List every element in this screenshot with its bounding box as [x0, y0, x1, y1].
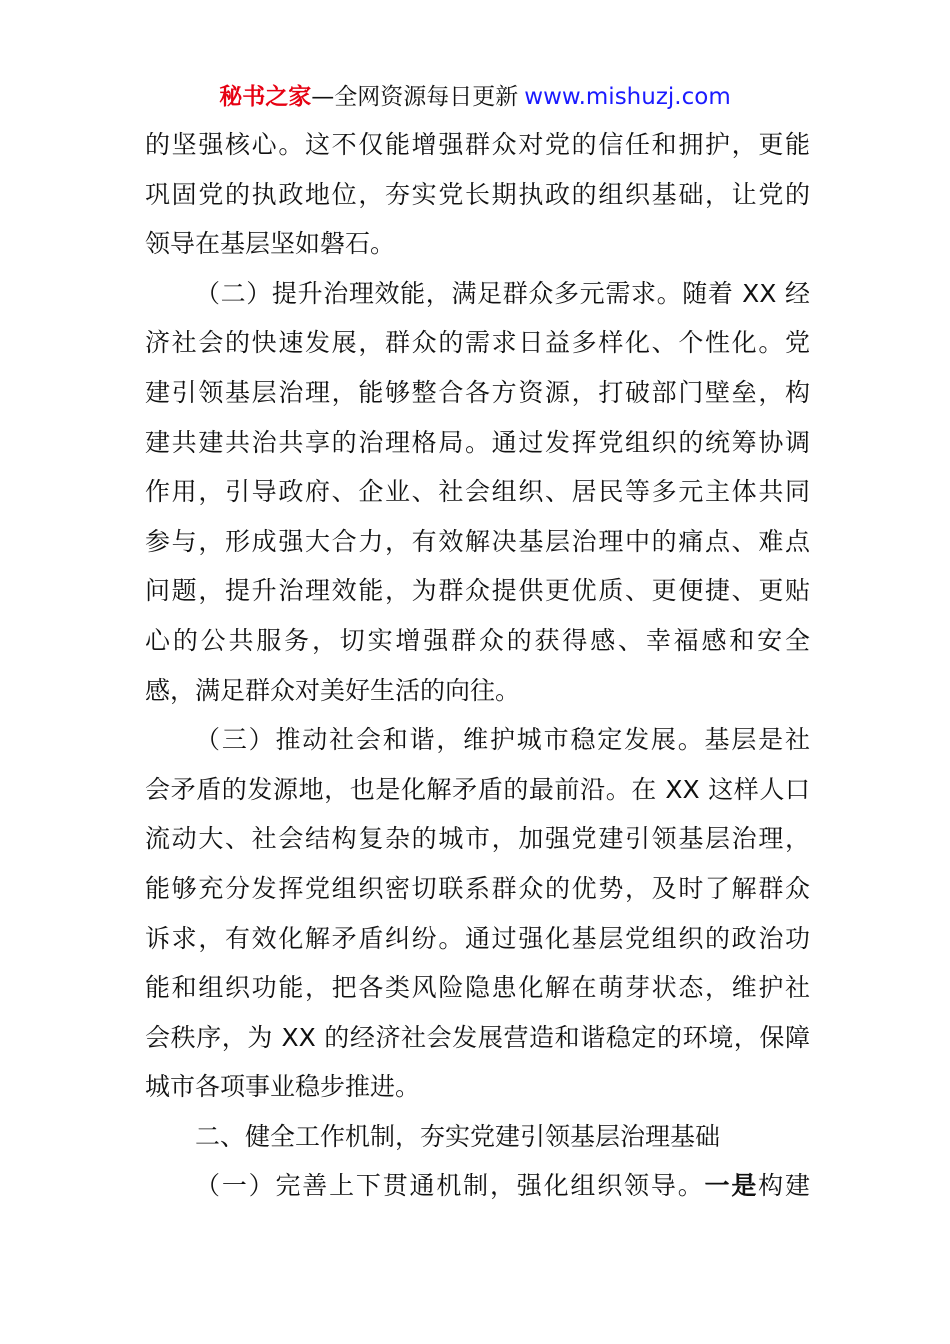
text-line: 城市各项事业稳步推进。: [145, 1072, 421, 1102]
text-line: 感，满足群众对美好生活的向往。: [145, 675, 521, 705]
text-line: 作用，引导政府、企业、社会组织、居民等多元主体共同: [145, 477, 810, 507]
text-line: 心的公共服务，切实增强群众的获得感、幸福感和安全: [145, 625, 810, 655]
paragraph-heading: [145, 1161, 810, 1211]
text-line: 问题，提升治理效能，为群众提供更优质、更便捷、更贴: [145, 576, 810, 606]
text-fragment: 构建: [758, 1171, 810, 1201]
text-line: 建共建共治共享的治理格局。通过发挥党组织的统筹协调: [145, 427, 810, 457]
document-body: [145, 120, 810, 1211]
site-tagline: —全网资源每日更新: [311, 84, 519, 110]
emphasis-text: 一是: [704, 1171, 759, 1201]
text-line: 能够充分发挥党组织密切联系群众的优势，及时了解群众: [145, 873, 810, 903]
text-line: 济社会的快速发展，群众的需求日益多样化、个性化。党: [145, 328, 810, 358]
site-brand: 秘书之家: [219, 84, 312, 110]
paragraph-heading: （二）提升治理效能，满足群众多元需求。随着 XX 经: [195, 278, 810, 308]
paragraph-heading: （三）推动社会和谐，维护城市稳定发展。基层是社: [195, 725, 810, 755]
text-line: 流动大、社会结构复杂的城市，加强党建引领基层治理，: [145, 824, 810, 854]
text-line: 的坚强核心。这不仅能增强群众对党的信任和拥护，更能: [145, 130, 810, 159]
text-line: 建引领基层治理，能够整合各方资源，打破部门壁垒，构: [145, 377, 810, 407]
text-line: 会矛盾的发源地，也是化解矛盾的最前沿。在 XX 这样人口: [145, 774, 810, 804]
text-line: 巩固党的执政地位，夯实党长期执政的组织基础，让党的: [145, 179, 810, 209]
subsection-title: （一）完善上下贯通机制，强化组织领导。: [195, 1171, 705, 1201]
site-url-link[interactable]: www.mishuzj.com: [524, 84, 731, 110]
text-line: 能和组织功能，把各类风险隐患化解在萌芽状态，维护社: [145, 973, 810, 1003]
text-line: 参与，形成强大合力，有效解决基层治理中的痛点、难点: [145, 526, 810, 556]
site-header: [0, 80, 950, 114]
section-heading: 二、健全工作机制，夯实党建引领基层治理基础: [195, 1121, 721, 1151]
text-line: 诉求，有效化解矛盾纠纷。通过强化基层党组织的政治功: [145, 923, 810, 953]
text-line: 领导在基层坚如磐石。: [145, 229, 396, 259]
text-line: 会秩序，为 XX 的经济社会发展营造和谐稳定的环境，保障: [145, 1022, 810, 1052]
